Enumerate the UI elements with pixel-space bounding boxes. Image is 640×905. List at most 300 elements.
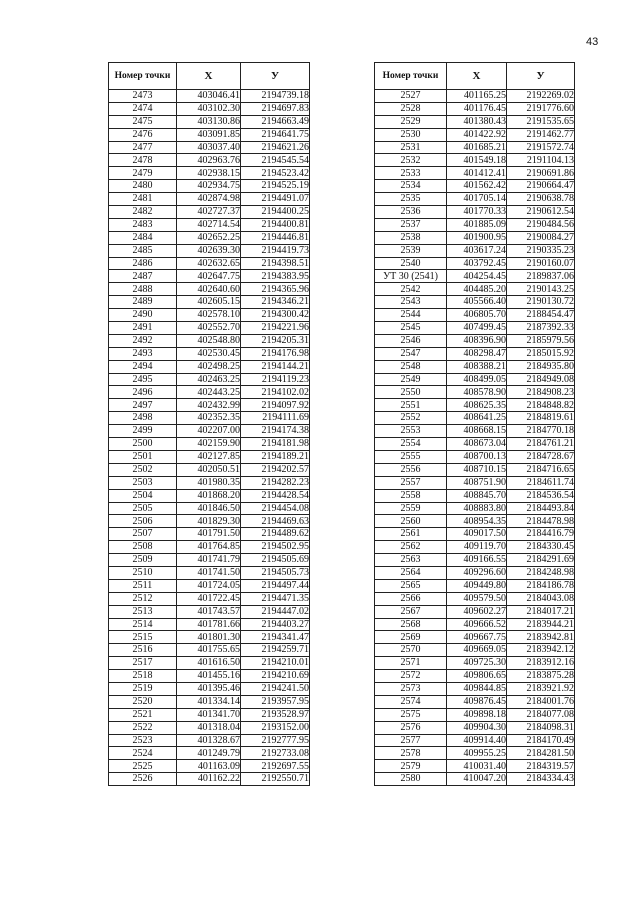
y-coordinate-cell: 2194398.51: [241, 257, 310, 270]
y-coordinate-cell: 2194102.02: [241, 386, 310, 399]
point-number-cell: 2494: [109, 360, 177, 373]
point-number-cell: 2474: [109, 102, 177, 115]
table-row: [375, 244, 575, 257]
x-coordinate-cell: 410031.40: [447, 760, 507, 773]
point-number-cell: 2542: [375, 283, 447, 296]
y-coordinate-cell: 2184770.18: [507, 425, 575, 438]
point-number-cell: 2490: [109, 309, 177, 322]
point-number-cell: 2528: [375, 102, 447, 115]
table-row: [109, 773, 310, 786]
x-coordinate-cell: 403091.85: [177, 128, 241, 141]
table-row: [109, 167, 310, 180]
point-number-cell: 2536: [375, 206, 447, 219]
table-row: [109, 605, 310, 618]
table-row: [375, 193, 575, 206]
y-coordinate-cell: 2185979.56: [507, 334, 575, 347]
point-number-cell: 2516: [109, 644, 177, 657]
table-row: [375, 270, 575, 283]
point-number-cell: 2496: [109, 386, 177, 399]
point-number-cell: 2524: [109, 747, 177, 760]
x-coordinate-cell: 401885.09: [447, 218, 507, 231]
y-coordinate-cell: 2184493.84: [507, 502, 575, 515]
point-number-cell: 2475: [109, 115, 177, 128]
point-number-cell: 2532: [375, 154, 447, 167]
y-coordinate-cell: 2194400.81: [241, 218, 310, 231]
x-coordinate-cell: 403102.30: [177, 102, 241, 115]
x-coordinate-cell: 409602.27: [447, 605, 507, 618]
x-coordinate-cell: 408954.35: [447, 515, 507, 528]
y-coordinate-cell: 2184248.98: [507, 566, 575, 579]
y-coordinate-cell: 2194447.02: [241, 605, 310, 618]
point-number-cell: 2477: [109, 141, 177, 154]
x-coordinate-cell: 408710.15: [447, 463, 507, 476]
x-coordinate-cell: 401724.05: [177, 579, 241, 592]
x-coordinate-cell: 408668.15: [447, 425, 507, 438]
table-row: [375, 283, 575, 296]
y-coordinate-cell: 2184935.80: [507, 360, 575, 373]
point-number-cell: 2562: [375, 541, 447, 554]
x-coordinate-cell: 408578.90: [447, 386, 507, 399]
point-number-cell: 2564: [375, 566, 447, 579]
point-number-cell: 2535: [375, 193, 447, 206]
x-coordinate-cell: 401722.45: [177, 592, 241, 605]
table-row: [109, 425, 310, 438]
x-coordinate-cell: 404485.20: [447, 283, 507, 296]
point-number-cell: 2559: [375, 502, 447, 515]
coordinates-table-right: [374, 62, 575, 786]
header-y: У: [241, 63, 310, 90]
table-row: [109, 657, 310, 670]
table-row: [109, 296, 310, 309]
table-row: [109, 747, 310, 760]
x-coordinate-cell: 408641.25: [447, 412, 507, 425]
table-row: [109, 334, 310, 347]
x-coordinate-cell: 401829.30: [177, 515, 241, 528]
table-row: [109, 760, 310, 773]
table-row: [109, 579, 310, 592]
point-number-cell: 2522: [109, 721, 177, 734]
point-number-cell: 2507: [109, 528, 177, 541]
point-number-cell: 2483: [109, 218, 177, 231]
x-coordinate-cell: 402714.54: [177, 218, 241, 231]
y-coordinate-cell: 2184728.67: [507, 450, 575, 463]
y-coordinate-cell: 2184077.08: [507, 708, 575, 721]
x-coordinate-cell: 401868.20: [177, 489, 241, 502]
x-coordinate-cell: 409806.65: [447, 670, 507, 683]
point-number-cell: 2506: [109, 515, 177, 528]
x-coordinate-cell: 401334.14: [177, 695, 241, 708]
x-coordinate-cell: 409904.30: [447, 721, 507, 734]
table-row: [375, 708, 575, 721]
table-row: [375, 322, 575, 335]
point-number-cell: 2491: [109, 322, 177, 335]
table-row: [375, 528, 575, 541]
table-row: [109, 438, 310, 451]
x-coordinate-cell: 401380.43: [447, 115, 507, 128]
table-row: [109, 373, 310, 386]
y-coordinate-cell: 2184819.61: [507, 412, 575, 425]
point-number-cell: 2497: [109, 399, 177, 412]
y-coordinate-cell: 2192733.08: [241, 747, 310, 760]
x-coordinate-cell: 405566.40: [447, 296, 507, 309]
point-number-cell: 2529: [375, 115, 447, 128]
x-coordinate-cell: 409844.85: [447, 682, 507, 695]
y-coordinate-cell: 2194403.27: [241, 618, 310, 631]
x-coordinate-cell: 410047.20: [447, 773, 507, 786]
x-coordinate-cell: 401741.50: [177, 566, 241, 579]
table-row: [109, 257, 310, 270]
table-row: [375, 463, 575, 476]
table-row: [375, 438, 575, 451]
point-number-cell: 2515: [109, 631, 177, 644]
x-coordinate-cell: 402127.85: [177, 450, 241, 463]
y-coordinate-cell: 2184761.21: [507, 438, 575, 451]
point-number-cell: 2550: [375, 386, 447, 399]
table-row: [375, 644, 575, 657]
x-coordinate-cell: 401770.33: [447, 206, 507, 219]
point-number-cell: 2558: [375, 489, 447, 502]
table-row: [375, 489, 575, 502]
header-x: X: [447, 63, 507, 90]
y-coordinate-cell: 2194739.18: [241, 90, 310, 103]
table-row: [375, 695, 575, 708]
point-number-cell: 2556: [375, 463, 447, 476]
x-coordinate-cell: 409119.70: [447, 541, 507, 554]
point-number-cell: 2520: [109, 695, 177, 708]
x-coordinate-cell: 402938.15: [177, 167, 241, 180]
y-coordinate-cell: 2192777.95: [241, 734, 310, 747]
table-row: [109, 399, 310, 412]
point-number-cell: 2517: [109, 657, 177, 670]
point-number-cell: 2560: [375, 515, 447, 528]
x-coordinate-cell: 401791.50: [177, 528, 241, 541]
x-coordinate-cell: 401318.04: [177, 721, 241, 734]
table-row: [375, 347, 575, 360]
point-number-cell: 2578: [375, 747, 447, 760]
y-coordinate-cell: 2194491.07: [241, 193, 310, 206]
x-coordinate-cell: 402159.90: [177, 438, 241, 451]
point-number-cell: 2482: [109, 206, 177, 219]
y-coordinate-cell: 2190084.27: [507, 231, 575, 244]
y-coordinate-cell: 2189837.06: [507, 270, 575, 283]
x-coordinate-cell: 402432.99: [177, 399, 241, 412]
x-coordinate-cell: 401328.67: [177, 734, 241, 747]
table-row: [375, 90, 575, 103]
x-coordinate-cell: 401412.41: [447, 167, 507, 180]
y-coordinate-cell: 2187392.33: [507, 322, 575, 335]
y-coordinate-cell: 2194181.98: [241, 438, 310, 451]
x-coordinate-cell: 401422.92: [447, 128, 507, 141]
table-row: [375, 334, 575, 347]
table-row: [375, 360, 575, 373]
point-number-cell: 2545: [375, 322, 447, 335]
point-number-cell: 2486: [109, 257, 177, 270]
table-row: [109, 270, 310, 283]
table-row: [375, 566, 575, 579]
x-coordinate-cell: 401249.79: [177, 747, 241, 760]
y-coordinate-cell: 2192550.71: [241, 773, 310, 786]
point-number-cell: 2576: [375, 721, 447, 734]
page-number: 43: [586, 36, 599, 48]
header-x: X: [177, 63, 241, 90]
table-row: [109, 412, 310, 425]
point-number-cell: 2479: [109, 167, 177, 180]
y-coordinate-cell: 2190664.47: [507, 180, 575, 193]
x-coordinate-cell: 401743.57: [177, 605, 241, 618]
x-coordinate-cell: 408625.35: [447, 399, 507, 412]
table-row: [109, 618, 310, 631]
table-row: [109, 682, 310, 695]
y-coordinate-cell: 2194174.38: [241, 425, 310, 438]
point-number-cell: 2499: [109, 425, 177, 438]
x-coordinate-cell: 401162.22: [177, 773, 241, 786]
point-number-cell: 2504: [109, 489, 177, 502]
table-header-row: [109, 63, 310, 90]
y-coordinate-cell: 2183875.28: [507, 670, 575, 683]
x-coordinate-cell: 401163.09: [177, 760, 241, 773]
y-coordinate-cell: 2190612.54: [507, 206, 575, 219]
table-row: [109, 489, 310, 502]
y-coordinate-cell: 2194189.21: [241, 450, 310, 463]
point-number-cell: 2510: [109, 566, 177, 579]
y-coordinate-cell: 2184291.69: [507, 554, 575, 567]
x-coordinate-cell: 401685.21: [447, 141, 507, 154]
y-coordinate-cell: 2192697.55: [241, 760, 310, 773]
point-number-cell: 2473: [109, 90, 177, 103]
x-coordinate-cell: 402639.30: [177, 244, 241, 257]
x-coordinate-cell: 402443.25: [177, 386, 241, 399]
table-row: [375, 554, 575, 567]
table-row: [109, 347, 310, 360]
point-number-cell: 2573: [375, 682, 447, 695]
y-coordinate-cell: 2184416.79: [507, 528, 575, 541]
x-coordinate-cell: 402352.35: [177, 412, 241, 425]
x-coordinate-cell: 406805.70: [447, 309, 507, 322]
y-coordinate-cell: 2183942.12: [507, 644, 575, 657]
y-coordinate-cell: 2184908.23: [507, 386, 575, 399]
table-row: [375, 309, 575, 322]
x-coordinate-cell: 401165.25: [447, 90, 507, 103]
point-number-cell: 2481: [109, 193, 177, 206]
x-coordinate-cell: 409666.52: [447, 618, 507, 631]
y-coordinate-cell: 2184330.45: [507, 541, 575, 554]
point-number-cell: 2480: [109, 180, 177, 193]
y-coordinate-cell: 2193528.97: [241, 708, 310, 721]
y-coordinate-cell: 2190143.25: [507, 283, 575, 296]
x-coordinate-cell: 401846.50: [177, 502, 241, 515]
x-coordinate-cell: 408396.90: [447, 334, 507, 347]
point-number-cell: 2574: [375, 695, 447, 708]
x-coordinate-cell: 402874.98: [177, 193, 241, 206]
x-coordinate-cell: 403792.45: [447, 257, 507, 270]
point-number-cell: 2579: [375, 760, 447, 773]
point-number-cell: 2513: [109, 605, 177, 618]
x-coordinate-cell: 409669.05: [447, 644, 507, 657]
x-coordinate-cell: 402934.75: [177, 180, 241, 193]
x-coordinate-cell: 408499.05: [447, 373, 507, 386]
point-number-cell: 2538: [375, 231, 447, 244]
point-number-cell: 2488: [109, 283, 177, 296]
table-row: [375, 450, 575, 463]
x-coordinate-cell: 401176.45: [447, 102, 507, 115]
x-coordinate-cell: 409017.50: [447, 528, 507, 541]
y-coordinate-cell: 2184170.49: [507, 734, 575, 747]
x-coordinate-cell: 409296.60: [447, 566, 507, 579]
y-coordinate-cell: 2190160.07: [507, 257, 575, 270]
y-coordinate-cell: 2184001.76: [507, 695, 575, 708]
y-coordinate-cell: 2194346.21: [241, 296, 310, 309]
y-coordinate-cell: 2190638.78: [507, 193, 575, 206]
y-coordinate-cell: 2193957.95: [241, 695, 310, 708]
x-coordinate-cell: 402647.75: [177, 270, 241, 283]
point-number-cell: 2543: [375, 296, 447, 309]
point-number-cell: 2561: [375, 528, 447, 541]
x-coordinate-cell: 408700.13: [447, 450, 507, 463]
point-number-cell: 2566: [375, 592, 447, 605]
y-coordinate-cell: 2192269.02: [507, 90, 575, 103]
point-number-cell: 2568: [375, 618, 447, 631]
table-row: [109, 644, 310, 657]
table-row: [109, 708, 310, 721]
point-number-cell: 2572: [375, 670, 447, 683]
table-row: [375, 218, 575, 231]
table-row: [109, 502, 310, 515]
table-row: [375, 721, 575, 734]
y-coordinate-cell: 2194341.47: [241, 631, 310, 644]
y-coordinate-cell: 2194383.95: [241, 270, 310, 283]
x-coordinate-cell: 403617.24: [447, 244, 507, 257]
table-row: [375, 760, 575, 773]
point-number-cell: 2500: [109, 438, 177, 451]
x-coordinate-cell: 402207.00: [177, 425, 241, 438]
header-y: У: [507, 63, 575, 90]
point-number-cell: 2505: [109, 502, 177, 515]
x-coordinate-cell: 409876.45: [447, 695, 507, 708]
x-coordinate-cell: 409898.18: [447, 708, 507, 721]
point-number-cell: 2531: [375, 141, 447, 154]
table-row: [109, 670, 310, 683]
y-coordinate-cell: 2190484.56: [507, 218, 575, 231]
table-row: [375, 231, 575, 244]
point-number-cell: 2518: [109, 670, 177, 683]
point-number-cell: 2577: [375, 734, 447, 747]
table-row: [375, 734, 575, 747]
y-coordinate-cell: 2194202.57: [241, 463, 310, 476]
y-coordinate-cell: 2184334.43: [507, 773, 575, 786]
y-coordinate-cell: 2184017.21: [507, 605, 575, 618]
table-row: [109, 541, 310, 554]
point-number-cell: УТ 30 (2541): [375, 270, 447, 283]
table-row: [375, 412, 575, 425]
point-number-cell: 2511: [109, 579, 177, 592]
point-number-cell: 2551: [375, 399, 447, 412]
table-row: [109, 283, 310, 296]
table-row: [109, 721, 310, 734]
x-coordinate-cell: 402552.70: [177, 322, 241, 335]
x-coordinate-cell: 407499.45: [447, 322, 507, 335]
table-row: [109, 128, 310, 141]
point-number-cell: 2502: [109, 463, 177, 476]
y-coordinate-cell: 2184098.31: [507, 721, 575, 734]
table-row: [109, 115, 310, 128]
point-number-cell: 2569: [375, 631, 447, 644]
y-coordinate-cell: 2194663.49: [241, 115, 310, 128]
y-coordinate-cell: 2184478.98: [507, 515, 575, 528]
y-coordinate-cell: 2190335.23: [507, 244, 575, 257]
point-number-cell: 2557: [375, 476, 447, 489]
x-coordinate-cell: 408298.47: [447, 347, 507, 360]
x-coordinate-cell: 408751.90: [447, 476, 507, 489]
table-row: [109, 141, 310, 154]
table-row: [109, 206, 310, 219]
x-coordinate-cell: 401562.42: [447, 180, 507, 193]
y-coordinate-cell: 2194545.54: [241, 154, 310, 167]
table-row: [109, 386, 310, 399]
y-coordinate-cell: 2194428.54: [241, 489, 310, 502]
table-row: [375, 102, 575, 115]
table-row: [109, 463, 310, 476]
y-coordinate-cell: 2185015.92: [507, 347, 575, 360]
y-coordinate-cell: 2194365.96: [241, 283, 310, 296]
table-header-row: [375, 63, 575, 90]
table-row: [375, 541, 575, 554]
table-row: [375, 373, 575, 386]
table-row: [375, 670, 575, 683]
x-coordinate-cell: 403037.40: [177, 141, 241, 154]
table-row: [109, 322, 310, 335]
y-coordinate-cell: 2191104.13: [507, 154, 575, 167]
x-coordinate-cell: 401755.65: [177, 644, 241, 657]
table-row: [375, 128, 575, 141]
table-row: [109, 592, 310, 605]
table-row: [109, 309, 310, 322]
x-coordinate-cell: 402652.25: [177, 231, 241, 244]
table-row: [375, 592, 575, 605]
table-row: [375, 747, 575, 760]
point-number-cell: 2526: [109, 773, 177, 786]
x-coordinate-cell: 402548.80: [177, 334, 241, 347]
table-row: [109, 566, 310, 579]
table-row: [109, 476, 310, 489]
x-coordinate-cell: 409449.80: [447, 579, 507, 592]
table-row: [375, 476, 575, 489]
point-number-cell: 2530: [375, 128, 447, 141]
table-row: [375, 773, 575, 786]
x-coordinate-cell: 403130.86: [177, 115, 241, 128]
point-number-cell: 2546: [375, 334, 447, 347]
table-row: [375, 206, 575, 219]
x-coordinate-cell: 401900.95: [447, 231, 507, 244]
table-row: [109, 90, 310, 103]
table-row: [109, 695, 310, 708]
y-coordinate-cell: 2194454.08: [241, 502, 310, 515]
point-number-cell: 2478: [109, 154, 177, 167]
table-row: [109, 528, 310, 541]
point-number-cell: 2533: [375, 167, 447, 180]
table-row: [109, 244, 310, 257]
y-coordinate-cell: 2194176.98: [241, 347, 310, 360]
y-coordinate-cell: 2188454.47: [507, 309, 575, 322]
y-coordinate-cell: 2191535.65: [507, 115, 575, 128]
point-number-cell: 2534: [375, 180, 447, 193]
y-coordinate-cell: 2194641.75: [241, 128, 310, 141]
x-coordinate-cell: 401741.79: [177, 554, 241, 567]
y-coordinate-cell: 2183912.16: [507, 657, 575, 670]
table-row: [375, 657, 575, 670]
table-row: [109, 218, 310, 231]
y-coordinate-cell: 2190691.86: [507, 167, 575, 180]
x-coordinate-cell: 408883.80: [447, 502, 507, 515]
